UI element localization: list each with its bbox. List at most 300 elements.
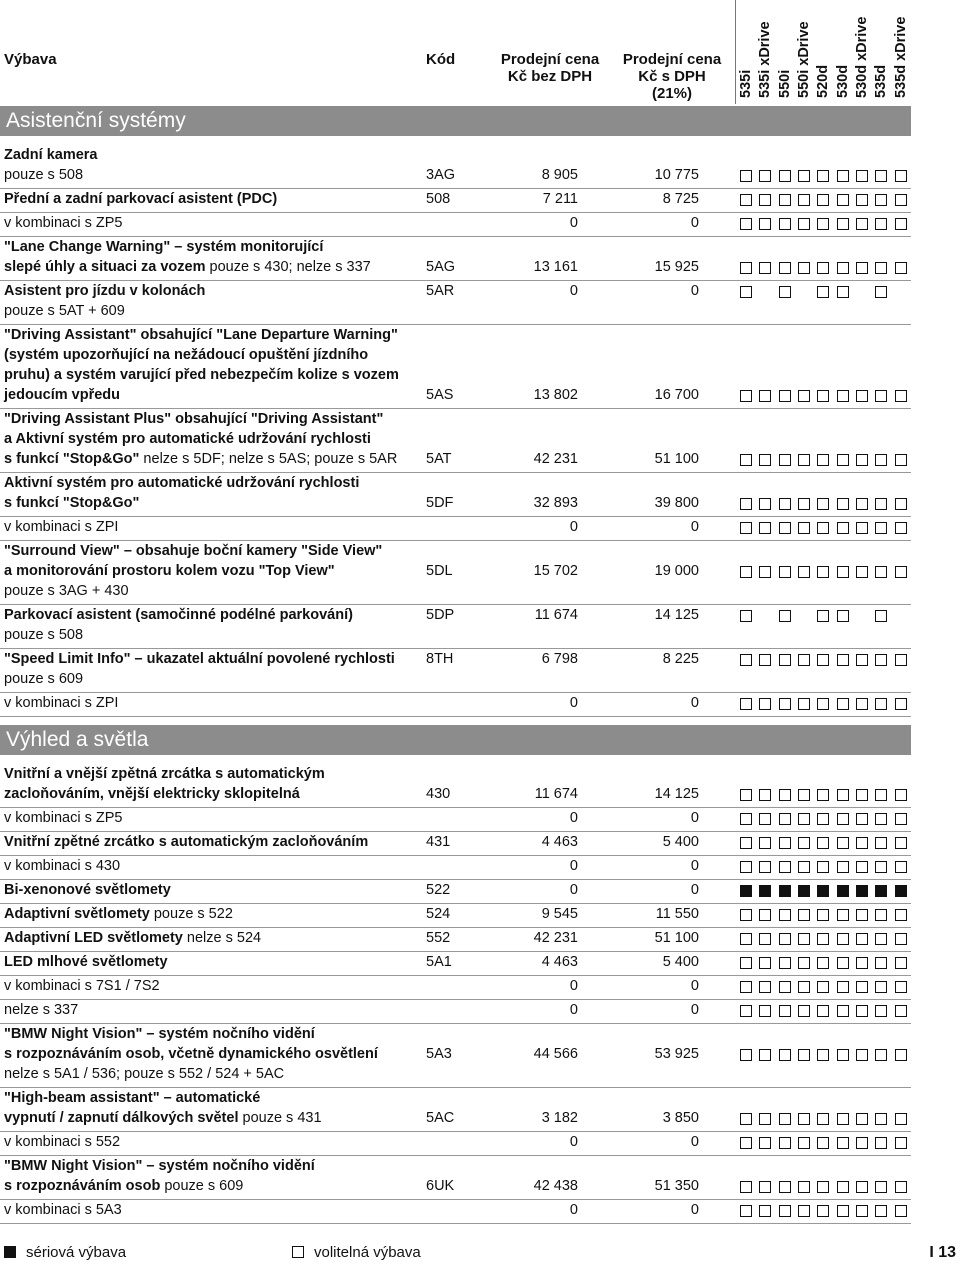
table-row [0, 951, 911, 976]
price-with-vat: 0 [690, 1134, 699, 1150]
item-note: v kombinaci s ZP5 [4, 810, 123, 826]
optional-square-icon [817, 286, 829, 298]
item-name: LED mlhové světlomety [4, 954, 168, 970]
optional-square-icon [798, 1005, 810, 1017]
price-with-vat: 0 [690, 519, 699, 535]
optional-square-icon [837, 1005, 849, 1017]
table-row [0, 212, 911, 237]
price-without-vat: 0 [569, 810, 578, 826]
model-name: 530d [835, 64, 851, 98]
item-note: pouze s 508 [4, 627, 84, 643]
optional-square-icon [740, 1005, 752, 1017]
description-line [4, 281, 205, 301]
optional-square-icon [779, 1137, 791, 1149]
price-without-vat: 0 [569, 1134, 578, 1150]
item-code: 3AG [426, 167, 456, 183]
optional-square-icon [875, 390, 887, 402]
optional-square-icon [856, 789, 868, 801]
optional-square-icon [779, 698, 791, 710]
description-line [4, 257, 371, 277]
header-price-vat [602, 51, 742, 102]
optional-square-icon [837, 654, 849, 666]
item-note: nelze s 524 [182, 930, 262, 946]
optional-square-icon [759, 654, 771, 666]
optional-square-icon [895, 454, 907, 466]
section-title: Asistenční systémy [0, 106, 911, 136]
optional-square-icon [798, 654, 810, 666]
optional-square-icon [740, 933, 752, 945]
optional-square-icon [875, 957, 887, 969]
availability-marks [740, 1137, 912, 1150]
optional-square-icon [740, 1113, 752, 1125]
header-vybava: Výbava [4, 51, 57, 68]
model-column-header [853, 0, 873, 104]
optional-square-icon [779, 861, 791, 873]
table-row [0, 604, 911, 649]
optional-square-icon [895, 837, 907, 849]
optional-square-icon [856, 566, 868, 578]
price-with-vat: 53 925 [654, 1046, 699, 1062]
item-name: "Driving Assistant" obsahující "Lane Departure Warning" [4, 327, 398, 343]
table-row [0, 1131, 911, 1156]
standard-square-icon [4, 1246, 16, 1258]
optional-square-icon [895, 789, 907, 801]
description-line [4, 493, 359, 513]
table-row [0, 188, 911, 213]
item-note: nelze s 5A1 / 536; pouze s 552 / 524 + 5AC [4, 1066, 285, 1082]
optional-square-icon [875, 610, 887, 622]
optional-square-icon [779, 654, 791, 666]
table-row [0, 516, 911, 541]
item-name: Vnitřní a vnější zpětná zrcátka s automatickým [4, 766, 325, 782]
price-with-vat: 51 100 [654, 930, 699, 946]
optional-square-icon [875, 218, 887, 230]
optional-square-icon [817, 170, 829, 182]
availability-marks [740, 1113, 912, 1126]
item-code: 552 [426, 930, 451, 946]
row-description [4, 517, 118, 537]
description-line [4, 1024, 378, 1044]
optional-square-icon [856, 1113, 868, 1125]
item-name: (systém upozorňující na nežádoucí opuštění jízdního [4, 347, 369, 363]
optional-square-icon [779, 498, 791, 510]
row-description [4, 928, 261, 948]
optional-square-icon [856, 1049, 868, 1061]
price-without-vat: 0 [569, 858, 578, 874]
model-column-header [872, 0, 892, 104]
model-column-header [737, 0, 757, 104]
model-column-header [834, 0, 854, 104]
price-with-vat: 0 [690, 695, 699, 711]
optional-square-icon [817, 1181, 829, 1193]
optional-square-icon [875, 837, 887, 849]
description-line [4, 1156, 315, 1176]
optional-square-icon [875, 813, 887, 825]
item-note: v kombinaci s 5A3 [4, 1202, 122, 1218]
optional-square-icon [798, 218, 810, 230]
price-with-vat: 0 [690, 810, 699, 826]
optional-square-icon [856, 957, 868, 969]
model-name: 520d [815, 64, 831, 98]
row-description [4, 1088, 322, 1128]
optional-square-icon [759, 861, 771, 873]
item-code: 431 [426, 834, 451, 850]
item-note: v kombinaci s ZPI [4, 519, 119, 535]
standard-square-icon [759, 885, 771, 897]
optional-square-icon [798, 1181, 810, 1193]
optional-square-icon [779, 522, 791, 534]
optional-square-icon [895, 194, 907, 206]
description-line [4, 541, 382, 561]
header-price-vat-line: (21%) [651, 85, 692, 102]
optional-square-icon [895, 1137, 907, 1149]
optional-square-icon [740, 218, 752, 230]
item-note: nelze s 5DF; nelze s 5AS; pouze s 5AR [139, 451, 398, 467]
optional-square-icon [856, 837, 868, 849]
legend-optional [292, 1244, 421, 1262]
legend-standard-label: sériová výbava [26, 1244, 127, 1261]
description-line [4, 764, 325, 784]
row-description [4, 473, 359, 513]
optional-square-icon [740, 813, 752, 825]
item-name: slepé úhly a situaci za vozem [4, 259, 206, 275]
optional-square-icon [895, 218, 907, 230]
optional-square-icon [837, 390, 849, 402]
availability-marks [740, 789, 912, 802]
description-line [4, 856, 120, 876]
header-divider [735, 0, 736, 104]
item-code: 5AR [426, 283, 455, 299]
row-description [4, 213, 122, 233]
optional-square-icon [779, 813, 791, 825]
optional-square-icon [779, 610, 791, 622]
optional-square-icon [817, 390, 829, 402]
optional-square-icon [817, 194, 829, 206]
model-column-header [756, 0, 776, 104]
optional-square-icon [740, 454, 752, 466]
optional-square-icon [759, 837, 771, 849]
optional-square-icon [895, 861, 907, 873]
standard-square-icon [798, 885, 810, 897]
description-line [4, 581, 382, 601]
row-description [4, 808, 122, 828]
optional-square-icon [759, 957, 771, 969]
model-column-header [892, 0, 912, 104]
item-name: "BMW Night Vision" – systém nočního vidění [4, 1026, 315, 1042]
model-name: 535i [738, 69, 754, 98]
header-price-no-vat [480, 51, 620, 85]
description-line [4, 952, 168, 972]
availability-marks [740, 813, 912, 826]
optional-square-icon [895, 698, 907, 710]
optional-square-icon [837, 698, 849, 710]
optional-square-icon [837, 861, 849, 873]
description-line [4, 928, 261, 948]
optional-square-icon [895, 566, 907, 578]
optional-square-icon [779, 218, 791, 230]
availability-marks [740, 610, 912, 623]
optional-square-icon [759, 813, 771, 825]
optional-square-icon [837, 789, 849, 801]
description-line [4, 237, 371, 257]
optional-square-icon [875, 981, 887, 993]
item-code: 6UK [426, 1178, 455, 1194]
table-row [0, 903, 911, 928]
item-code: 8TH [426, 651, 454, 667]
availability-marks [740, 566, 912, 579]
availability-marks [740, 194, 912, 207]
optional-square-icon [817, 813, 829, 825]
optional-square-icon [759, 1137, 771, 1149]
optional-square-icon [779, 1005, 791, 1017]
item-name: Aktivní systém pro automatické udržování rychlosti [4, 475, 360, 491]
optional-square-icon [779, 933, 791, 945]
optional-square-icon [837, 498, 849, 510]
optional-square-icon [740, 789, 752, 801]
optional-square-icon [759, 698, 771, 710]
item-name: Asistent pro jízdu v kolonách [4, 283, 206, 299]
model-name: 550i xDrive [796, 21, 812, 98]
optional-square-icon [759, 789, 771, 801]
description-line [4, 1132, 120, 1152]
description-line [4, 189, 277, 209]
optional-square-icon [837, 218, 849, 230]
optional-square-icon [740, 698, 752, 710]
optional-square-icon [875, 1005, 887, 1017]
availability-marks [740, 454, 912, 467]
table-row [0, 879, 911, 904]
description-line [4, 301, 205, 321]
item-note: pouze s 431 [238, 1110, 322, 1126]
price-without-vat: 6 798 [541, 651, 578, 667]
optional-square-icon [837, 1137, 849, 1149]
item-code: 430 [426, 786, 451, 802]
optional-square-icon [817, 861, 829, 873]
item-code: 5AS [426, 387, 454, 403]
optional-square-icon [856, 1137, 868, 1149]
item-note: nelze s 337 [4, 1002, 79, 1018]
item-name: "High-beam assistant" – automatické [4, 1090, 261, 1106]
optional-square-icon [875, 194, 887, 206]
optional-square-icon [759, 454, 771, 466]
availability-marks [740, 170, 912, 183]
item-note: v kombinaci s 552 [4, 1134, 121, 1150]
availability-marks [740, 218, 912, 231]
optional-square-icon [856, 1205, 868, 1217]
optional-square-icon [895, 170, 907, 182]
price-without-vat: 8 905 [541, 167, 578, 183]
optional-square-icon [875, 566, 887, 578]
optional-square-icon [875, 698, 887, 710]
row-description [4, 281, 205, 321]
optional-square-icon [837, 1049, 849, 1061]
item-code: 5A3 [426, 1046, 452, 1062]
optional-square-icon [817, 218, 829, 230]
optional-square-icon [779, 170, 791, 182]
optional-square-icon [875, 861, 887, 873]
optional-square-icon [856, 194, 868, 206]
item-name: a Aktivní systém pro automatické udržování rychlosti [4, 431, 371, 447]
table-row [0, 324, 911, 409]
price-with-vat: 0 [690, 1002, 699, 1018]
price-without-vat: 11 674 [534, 786, 578, 802]
description-line [4, 784, 325, 804]
price-without-vat: 42 438 [533, 1178, 578, 1194]
price-with-vat: 3 850 [662, 1110, 699, 1126]
price-with-vat: 5 400 [662, 954, 699, 970]
optional-square-icon [875, 522, 887, 534]
optional-square-icon [779, 194, 791, 206]
item-name: jedoucím vpředu [4, 387, 121, 403]
table-row [0, 408, 911, 473]
item-name: "Speed Limit Info" – ukazatel aktuální povolené rychlosti [4, 651, 395, 667]
row-description [4, 976, 160, 996]
row-description [4, 145, 98, 185]
optional-square-icon [798, 498, 810, 510]
optional-square-icon [895, 1049, 907, 1061]
optional-square-icon [817, 1205, 829, 1217]
description-line [4, 145, 98, 165]
item-name: a monitorování prostoru kolem vozu "Top View" [4, 563, 335, 579]
standard-square-icon [779, 885, 791, 897]
optional-square-icon [856, 1181, 868, 1193]
optional-square-icon [837, 1113, 849, 1125]
optional-square-icon [740, 522, 752, 534]
availability-marks [740, 390, 912, 403]
optional-square-icon [837, 286, 849, 298]
optional-square-icon [759, 522, 771, 534]
table-row [0, 1087, 911, 1132]
item-name: pruhu) a systém varující před nebezpečím kolize s vozem [4, 367, 399, 383]
price-without-vat: 44 566 [533, 1046, 578, 1062]
optional-square-icon [837, 813, 849, 825]
optional-square-icon [759, 1049, 771, 1061]
row-description [4, 189, 277, 209]
optional-square-icon [895, 813, 907, 825]
table-row [0, 144, 911, 189]
row-description [4, 605, 353, 645]
price-without-vat: 13 161 [533, 259, 578, 275]
description-line [4, 449, 397, 469]
item-name: s rozpoznáváním osob, včetně dynamického osvětlení [4, 1046, 378, 1062]
standard-square-icon [856, 885, 868, 897]
optional-square-icon [817, 957, 829, 969]
optional-square-icon [798, 170, 810, 182]
optional-square-icon [817, 654, 829, 666]
optional-square-icon [856, 390, 868, 402]
optional-square-icon [759, 1005, 771, 1017]
item-name: "BMW Night Vision" – systém nočního vidění [4, 1158, 315, 1174]
description-line [4, 365, 399, 385]
optional-square-icon [779, 1049, 791, 1061]
price-without-vat: 0 [569, 1202, 578, 1218]
table-row [0, 648, 911, 693]
legend-optional-label: volitelná výbava [314, 1244, 421, 1261]
row-description [4, 649, 395, 689]
optional-square-icon [740, 981, 752, 993]
price-without-vat: 0 [569, 695, 578, 711]
optional-square-icon [759, 218, 771, 230]
description-line [4, 1176, 315, 1196]
optional-square-icon [875, 498, 887, 510]
standard-square-icon [875, 885, 887, 897]
description-line [4, 385, 399, 405]
optional-square-icon [837, 957, 849, 969]
item-code: 5AC [426, 1110, 455, 1126]
optional-square-icon [856, 909, 868, 921]
optional-square-icon [817, 909, 829, 921]
price-without-vat: 15 702 [533, 563, 578, 579]
optional-square-icon [779, 1205, 791, 1217]
optional-square-icon [895, 390, 907, 402]
optional-square-icon [759, 170, 771, 182]
row-description [4, 409, 397, 469]
optional-square-icon [837, 262, 849, 274]
header-price-vat-line: Prodejní cena [622, 51, 722, 68]
optional-square-icon [837, 981, 849, 993]
price-with-vat: 51 100 [654, 451, 699, 467]
optional-square-icon [740, 861, 752, 873]
table-row [0, 999, 911, 1024]
optional-square-icon [856, 1005, 868, 1017]
optional-square-icon [837, 1181, 849, 1193]
standard-square-icon [740, 885, 752, 897]
price-without-vat: 0 [569, 215, 578, 231]
price-without-vat: 11 674 [534, 607, 578, 623]
optional-square-icon [837, 610, 849, 622]
optional-square-icon [837, 522, 849, 534]
table-row [0, 1199, 911, 1224]
optional-square-icon [779, 837, 791, 849]
optional-square-icon [895, 262, 907, 274]
description-line [4, 976, 160, 996]
optional-square-icon [837, 194, 849, 206]
description-line [4, 1108, 322, 1128]
optional-square-icon [798, 390, 810, 402]
description-line [4, 832, 368, 852]
description-line [4, 561, 382, 581]
optional-square-icon [856, 654, 868, 666]
optional-square-icon [759, 1113, 771, 1125]
optional-square-icon [292, 1246, 304, 1258]
item-name: "Lane Change Warning" – systém monitorující [4, 239, 324, 255]
price-with-vat: 11 550 [655, 906, 699, 922]
availability-marks [740, 1205, 912, 1218]
row-description [4, 952, 168, 972]
optional-square-icon [798, 933, 810, 945]
description-line [4, 1064, 378, 1084]
optional-square-icon [837, 909, 849, 921]
table-row [0, 831, 911, 856]
optional-square-icon [740, 498, 752, 510]
optional-square-icon [779, 454, 791, 466]
optional-square-icon [856, 933, 868, 945]
optional-square-icon [895, 654, 907, 666]
price-with-vat: 0 [690, 215, 699, 231]
optional-square-icon [740, 909, 752, 921]
optional-square-icon [875, 454, 887, 466]
item-note: v kombinaci s ZP5 [4, 215, 123, 231]
item-name: s rozpoznáváním osob [4, 1178, 161, 1194]
description-line [4, 669, 395, 689]
description-line [4, 325, 399, 345]
description-line [4, 1044, 378, 1064]
optional-square-icon [875, 262, 887, 274]
table-row [0, 763, 911, 808]
optional-square-icon [895, 981, 907, 993]
optional-square-icon [759, 909, 771, 921]
price-without-vat: 4 463 [541, 954, 578, 970]
